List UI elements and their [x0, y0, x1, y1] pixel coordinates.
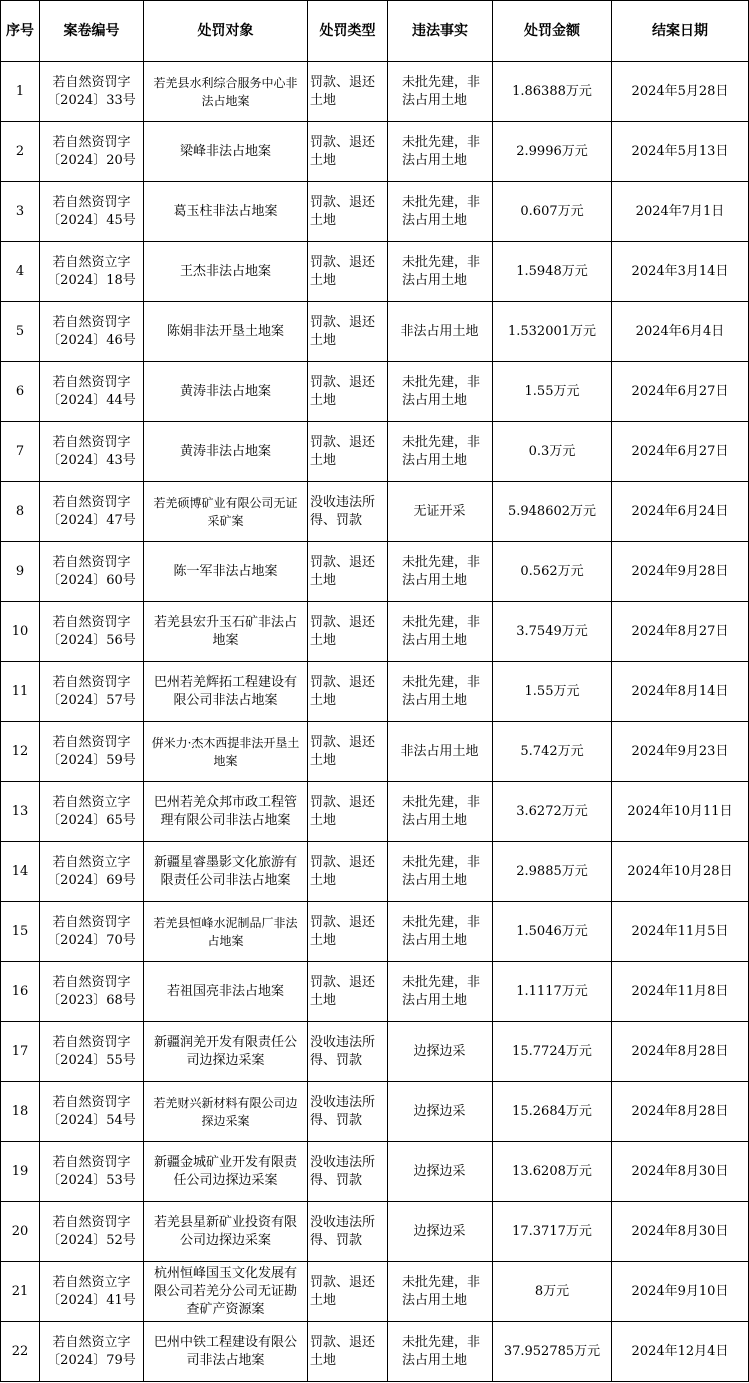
table-row	[1, 1142, 749, 1202]
cell-type: 没收违法所得、罚款	[308, 1202, 388, 1262]
cell-case-no: 若自然资罚字〔2024〕60号	[40, 542, 144, 602]
cell-target: 梁峰非法占地案	[144, 122, 308, 182]
header-type: 处罚类型	[308, 1, 388, 62]
cell-amount: 3.7549万元	[493, 602, 612, 662]
cell-no: 13	[1, 782, 40, 842]
cell-amount: 1.55万元	[493, 362, 612, 422]
cell-type: 罚款、退还土地	[308, 182, 388, 242]
cell-fact: 非法占用土地	[388, 302, 493, 362]
cell-fact: 未批先建，非法占用土地	[388, 782, 493, 842]
cell-target: 巴州若羌众邦市政工程管理有限公司非法占地案	[144, 782, 308, 842]
cell-no: 12	[1, 722, 40, 782]
cell-no: 8	[1, 482, 40, 542]
cell-fact: 非法占用土地	[388, 722, 493, 782]
cell-target: 杭州恒峰国玉文化发展有限公司若羌分公司无证勘查矿产资源案	[144, 1262, 308, 1322]
cell-type: 罚款、退还土地	[308, 122, 388, 182]
cell-type: 罚款、退还土地	[308, 542, 388, 602]
cell-case-no: 若自然资罚字〔2024〕55号	[40, 1022, 144, 1082]
cell-amount: 5.742万元	[493, 722, 612, 782]
cell-type: 罚款、退还土地	[308, 962, 388, 1022]
cell-amount: 8万元	[493, 1262, 612, 1322]
cell-no: 4	[1, 242, 40, 302]
table-row	[1, 782, 749, 842]
table-row	[1, 902, 749, 962]
cell-target: 巴州中铁工程建设有限公司非法占地案	[144, 1322, 308, 1382]
cell-date: 2024年9月28日	[612, 542, 749, 602]
cell-date: 2024年6月27日	[612, 422, 749, 482]
cell-type: 罚款、退还土地	[308, 902, 388, 962]
cell-amount: 0.607万元	[493, 182, 612, 242]
cell-case-no: 若自然资罚字〔2024〕70号	[40, 902, 144, 962]
table-row	[1, 242, 749, 302]
header-fact: 违法事实	[388, 1, 493, 62]
cell-type: 罚款、退还土地	[308, 602, 388, 662]
cell-amount: 1.5046万元	[493, 902, 612, 962]
cell-fact: 未批先建，非法占用土地	[388, 182, 493, 242]
cell-target: 若羌县水利综合服务中心非法占地案	[144, 62, 308, 122]
cell-no: 15	[1, 902, 40, 962]
cell-amount: 5.948602万元	[493, 482, 612, 542]
cell-fact: 未批先建，非法占用土地	[388, 542, 493, 602]
table-row	[1, 1202, 749, 1262]
cell-amount: 15.2684万元	[493, 1082, 612, 1142]
cell-amount: 0.562万元	[493, 542, 612, 602]
cell-no: 1	[1, 62, 40, 122]
cell-fact: 未批先建，非法占用土地	[388, 842, 493, 902]
cell-fact: 边探边采	[388, 1202, 493, 1262]
cell-case-no: 若自然资立字〔2024〕65号	[40, 782, 144, 842]
cell-type: 罚款、退还土地	[308, 782, 388, 842]
cell-fact: 未批先建，非法占用土地	[388, 602, 493, 662]
cell-type: 罚款、退还土地	[308, 62, 388, 122]
cell-case-no: 若自然资立字〔2024〕41号	[40, 1262, 144, 1322]
cell-target: 新疆金城矿业开发有限责任公司边探边采案	[144, 1142, 308, 1202]
cell-no: 14	[1, 842, 40, 902]
cell-type: 没收违法所得、罚款	[308, 1142, 388, 1202]
cell-amount: 2.9996万元	[493, 122, 612, 182]
cell-fact: 未批先建，非法占用土地	[388, 242, 493, 302]
cell-amount: 0.3万元	[493, 422, 612, 482]
cell-no: 19	[1, 1142, 40, 1202]
cell-no: 3	[1, 182, 40, 242]
cell-no: 2	[1, 122, 40, 182]
cell-date: 2024年8月28日	[612, 1082, 749, 1142]
cell-date: 2024年3月14日	[612, 242, 749, 302]
cell-date: 2024年8月14日	[612, 662, 749, 722]
header-no: 序号	[1, 1, 40, 62]
cell-date: 2024年7月1日	[612, 182, 749, 242]
cell-case-no: 若自然资立字〔2024〕79号	[40, 1322, 144, 1382]
cell-no: 22	[1, 1322, 40, 1382]
cell-fact: 边探边采	[388, 1022, 493, 1082]
table-row	[1, 542, 749, 602]
table-row	[1, 62, 749, 122]
cell-date: 2024年6月27日	[612, 362, 749, 422]
cell-case-no: 若自然资罚字〔2024〕59号	[40, 722, 144, 782]
cell-type: 罚款、退还土地	[308, 1322, 388, 1382]
table-row	[1, 722, 749, 782]
table-row	[1, 1082, 749, 1142]
table-row	[1, 602, 749, 662]
cell-date: 2024年5月28日	[612, 62, 749, 122]
table-row	[1, 1322, 749, 1382]
cell-amount: 1.55万元	[493, 662, 612, 722]
cell-target: 倂米力·杰木西提非法开垦土地案	[144, 722, 308, 782]
cell-type: 没收违法所得、罚款	[308, 482, 388, 542]
cell-date: 2024年8月28日	[612, 1022, 749, 1082]
cell-target: 若羌硕博矿业有限公司无证采矿案	[144, 482, 308, 542]
cell-type: 罚款、退还土地	[308, 302, 388, 362]
cell-date: 2024年8月27日	[612, 602, 749, 662]
cell-no: 21	[1, 1262, 40, 1322]
cell-fact: 未批先建，非法占用土地	[388, 62, 493, 122]
cell-amount: 17.3717万元	[493, 1202, 612, 1262]
cell-fact: 未批先建，非法占用土地	[388, 1322, 493, 1382]
cell-type: 罚款、退还土地	[308, 422, 388, 482]
cell-date: 2024年10月28日	[612, 842, 749, 902]
cell-target: 新疆星睿墨影文化旅游有限责任公司非法占地案	[144, 842, 308, 902]
cell-type: 罚款、退还土地	[308, 662, 388, 722]
cell-case-no: 若自然资罚字〔2024〕54号	[40, 1082, 144, 1142]
header-target: 处罚对象	[144, 1, 308, 62]
cell-case-no: 若自然资罚字〔2024〕20号	[40, 122, 144, 182]
cell-amount: 2.9885万元	[493, 842, 612, 902]
cell-fact: 未批先建，非法占用土地	[388, 122, 493, 182]
cell-type: 没收违法所得、罚款	[308, 1082, 388, 1142]
cell-target: 黄涛非法占地案	[144, 362, 308, 422]
cell-no: 10	[1, 602, 40, 662]
cell-target: 巴州若羌辉拓工程建设有限公司非法占地案	[144, 662, 308, 722]
cell-type: 罚款、退还土地	[308, 1262, 388, 1322]
cell-fact: 未批先建，非法占用土地	[388, 662, 493, 722]
cell-amount: 37.952785万元	[493, 1322, 612, 1382]
table-row	[1, 842, 749, 902]
table-row	[1, 182, 749, 242]
cell-type: 罚款、退还土地	[308, 722, 388, 782]
cell-case-no: 若自然资罚字〔2024〕53号	[40, 1142, 144, 1202]
cell-amount: 1.86388万元	[493, 62, 612, 122]
cell-fact: 未批先建，非法占用土地	[388, 1262, 493, 1322]
cell-type: 罚款、退还土地	[308, 242, 388, 302]
cell-case-no: 若自然资罚字〔2024〕46号	[40, 302, 144, 362]
cell-no: 9	[1, 542, 40, 602]
cell-no: 16	[1, 962, 40, 1022]
cell-no: 7	[1, 422, 40, 482]
cell-date: 2024年11月5日	[612, 902, 749, 962]
cell-target: 王杰非法占地案	[144, 242, 308, 302]
cell-case-no: 若自然资立字〔2024〕69号	[40, 842, 144, 902]
cell-case-no: 若自然资罚字〔2024〕33号	[40, 62, 144, 122]
cell-case-no: 若自然资罚字〔2023〕68号	[40, 962, 144, 1022]
cell-type: 罚款、退还土地	[308, 362, 388, 422]
cell-date: 2024年5月13日	[612, 122, 749, 182]
cell-date: 2024年9月23日	[612, 722, 749, 782]
table-row	[1, 362, 749, 422]
table-row	[1, 482, 749, 542]
cell-case-no: 若自然资罚字〔2024〕43号	[40, 422, 144, 482]
header-amount: 处罚金额	[493, 1, 612, 62]
header-date: 结案日期	[612, 1, 749, 62]
cell-date: 2024年6月4日	[612, 302, 749, 362]
cell-target: 新疆润羌开发有限责任公司边探边采案	[144, 1022, 308, 1082]
cell-amount: 1.532001万元	[493, 302, 612, 362]
cell-no: 6	[1, 362, 40, 422]
header-row	[1, 1, 749, 62]
cell-no: 18	[1, 1082, 40, 1142]
cell-target: 若羌财兴新材料有限公司边探边采案	[144, 1082, 308, 1142]
cell-date: 2024年8月30日	[612, 1202, 749, 1262]
table-row	[1, 422, 749, 482]
cell-fact: 未批先建，非法占用土地	[388, 902, 493, 962]
cell-case-no: 若自然资罚字〔2024〕44号	[40, 362, 144, 422]
cell-date: 2024年10月11日	[612, 782, 749, 842]
cell-case-no: 若自然资罚字〔2024〕52号	[40, 1202, 144, 1262]
table-row	[1, 1262, 749, 1322]
table-row	[1, 302, 749, 362]
cell-target: 若羌县宏升玉石矿非法占地案	[144, 602, 308, 662]
cell-target: 葛玉柱非法占地案	[144, 182, 308, 242]
cell-fact: 边探边采	[388, 1142, 493, 1202]
cell-fact: 未批先建，非法占用土地	[388, 422, 493, 482]
cell-target: 黄涛非法占地案	[144, 422, 308, 482]
table-row	[1, 122, 749, 182]
cell-date: 2024年12月4日	[612, 1322, 749, 1382]
cell-fact: 未批先建，非法占用土地	[388, 962, 493, 1022]
cell-type: 没收违法所得、罚款	[308, 1022, 388, 1082]
cell-target: 若祖国亮非法占地案	[144, 962, 308, 1022]
cell-target: 陈一军非法占地案	[144, 542, 308, 602]
cell-date: 2024年9月10日	[612, 1262, 749, 1322]
cell-target: 若羌县恒峰水泥制品厂非法占地案	[144, 902, 308, 962]
cell-amount: 3.6272万元	[493, 782, 612, 842]
cell-case-no: 若自然资罚字〔2024〕57号	[40, 662, 144, 722]
cell-case-no: 若自然资罚字〔2024〕45号	[40, 182, 144, 242]
cell-amount: 15.7724万元	[493, 1022, 612, 1082]
table-row	[1, 962, 749, 1022]
cell-amount: 1.1117万元	[493, 962, 612, 1022]
cell-no: 11	[1, 662, 40, 722]
cell-amount: 13.6208万元	[493, 1142, 612, 1202]
cell-no: 17	[1, 1022, 40, 1082]
cell-fact: 无证开采	[388, 482, 493, 542]
cell-no: 5	[1, 302, 40, 362]
cell-date: 2024年6月24日	[612, 482, 749, 542]
cell-target: 若羌县星新矿业投资有限公司边探边采案	[144, 1202, 308, 1262]
cell-case-no: 若自然资立字〔2024〕18号	[40, 242, 144, 302]
table-row	[1, 1022, 749, 1082]
header-case-no: 案卷编号	[40, 1, 144, 62]
cell-no: 20	[1, 1202, 40, 1262]
cell-date: 2024年8月30日	[612, 1142, 749, 1202]
cell-case-no: 若自然资罚字〔2024〕56号	[40, 602, 144, 662]
cell-target: 陈娟非法开垦土地案	[144, 302, 308, 362]
table-row	[1, 662, 749, 722]
cell-date: 2024年11月8日	[612, 962, 749, 1022]
cell-fact: 边探边采	[388, 1082, 493, 1142]
cell-amount: 1.5948万元	[493, 242, 612, 302]
cell-type: 罚款、退还土地	[308, 842, 388, 902]
cell-fact: 未批先建，非法占用土地	[388, 362, 493, 422]
cell-case-no: 若自然资罚字〔2024〕47号	[40, 482, 144, 542]
